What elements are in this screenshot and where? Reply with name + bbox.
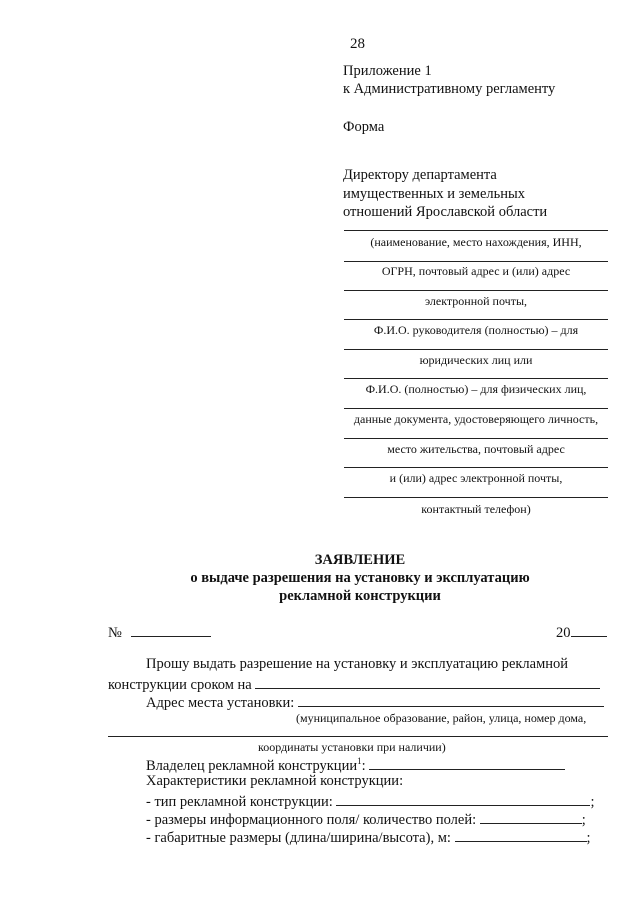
address-caption-1: (муниципальное образование, район, улица, номер дома, xyxy=(296,711,587,725)
applicant-caption: Ф.И.О. (полностью) – для физических лиц, xyxy=(365,382,587,396)
footnote-marker: 1 xyxy=(357,756,362,767)
fill-line[interactable] xyxy=(344,261,608,262)
document-subtitle-2: рекламной конструкции xyxy=(279,588,441,604)
fill-line[interactable] xyxy=(344,497,608,498)
fill-line[interactable] xyxy=(344,230,608,231)
line-end: ; xyxy=(581,812,586,828)
line-end: ; xyxy=(590,794,595,810)
number-field[interactable] xyxy=(131,622,211,637)
address-label: Адрес места установки: xyxy=(146,695,295,711)
document-subtitle-1: о выдаче разрешения на установку и эксплуатацию xyxy=(190,570,530,586)
term-label: конструкции сроком на xyxy=(108,677,252,693)
appendix-line-1: Приложение 1 xyxy=(343,63,432,79)
page-number: 28 xyxy=(350,36,365,52)
recipient-line-2: имущественных и земельных xyxy=(343,186,526,202)
owner-field[interactable] xyxy=(369,755,565,770)
application-year xyxy=(556,622,607,642)
address-field[interactable] xyxy=(298,692,604,707)
document-title: ЗАЯВЛЕНИЕ xyxy=(314,552,406,568)
fill-line[interactable] xyxy=(344,319,608,320)
fill-line[interactable] xyxy=(344,467,608,468)
applicant-caption: и (или) адрес электронной почты, xyxy=(389,471,563,485)
applicant-caption: электронной почты, xyxy=(424,294,528,308)
type-row xyxy=(146,791,595,811)
recipient-line-1: Директору департамента xyxy=(343,167,497,183)
applicant-caption: контактный телефон) xyxy=(421,502,531,516)
fields-label: - размеры информационного поля/ количество полей: xyxy=(146,812,477,828)
owner-label: Владелец рекламной конструкции xyxy=(146,758,358,774)
dimensions-row xyxy=(146,827,591,847)
line-end: ; xyxy=(586,830,591,846)
year-field[interactable] xyxy=(571,622,607,637)
type-field[interactable] xyxy=(336,791,590,806)
fill-line[interactable] xyxy=(344,438,608,439)
characteristics-label: Характеристики рекламной конструкции: xyxy=(146,773,404,789)
applicant-caption: данные документа, удостоверяющего личность, xyxy=(353,412,599,426)
fields-row xyxy=(146,809,586,829)
fields-field[interactable] xyxy=(480,809,582,824)
applicant-caption: Ф.И.О. руководителя (полностью) – для xyxy=(373,323,579,337)
fill-line[interactable] xyxy=(344,408,608,409)
number-label: № xyxy=(108,625,122,641)
recipient-line-3: отношений Ярославской области xyxy=(343,204,548,220)
fill-line[interactable] xyxy=(344,290,608,291)
address-caption-2: координаты установки при наличии) xyxy=(258,740,446,754)
fill-line[interactable] xyxy=(344,378,608,379)
request-line-2 xyxy=(108,674,600,694)
type-label: - тип рекламной конструкции: xyxy=(146,794,333,810)
address-field-2[interactable] xyxy=(108,736,608,737)
term-field[interactable] xyxy=(255,674,600,689)
address-row xyxy=(146,692,604,712)
year-prefix: 20 xyxy=(556,625,571,641)
applicant-caption: ОГРН, почтовый адрес и (или) адрес xyxy=(381,264,571,278)
applicant-caption: (наименование, место нахождения, ИНН, xyxy=(370,235,582,249)
fill-line[interactable] xyxy=(344,349,608,350)
appendix-line-2: к Административному регламенту xyxy=(343,81,556,97)
dimensions-label: - габаритные размеры (длина/ширина/высота), м: xyxy=(146,830,451,846)
owner-row: Владелец рекламной конструкции$^1$: xyxy=(146,755,565,775)
request-line-1: Прошу выдать разрешение на установку и эксплуатацию рекламной xyxy=(146,656,569,672)
applicant-caption: юридических лиц или xyxy=(419,353,533,367)
application-number xyxy=(108,622,211,642)
dimensions-field[interactable] xyxy=(455,827,587,842)
applicant-caption: место жительства, почтовый адрес xyxy=(387,442,565,456)
form-label: Форма xyxy=(343,119,385,135)
